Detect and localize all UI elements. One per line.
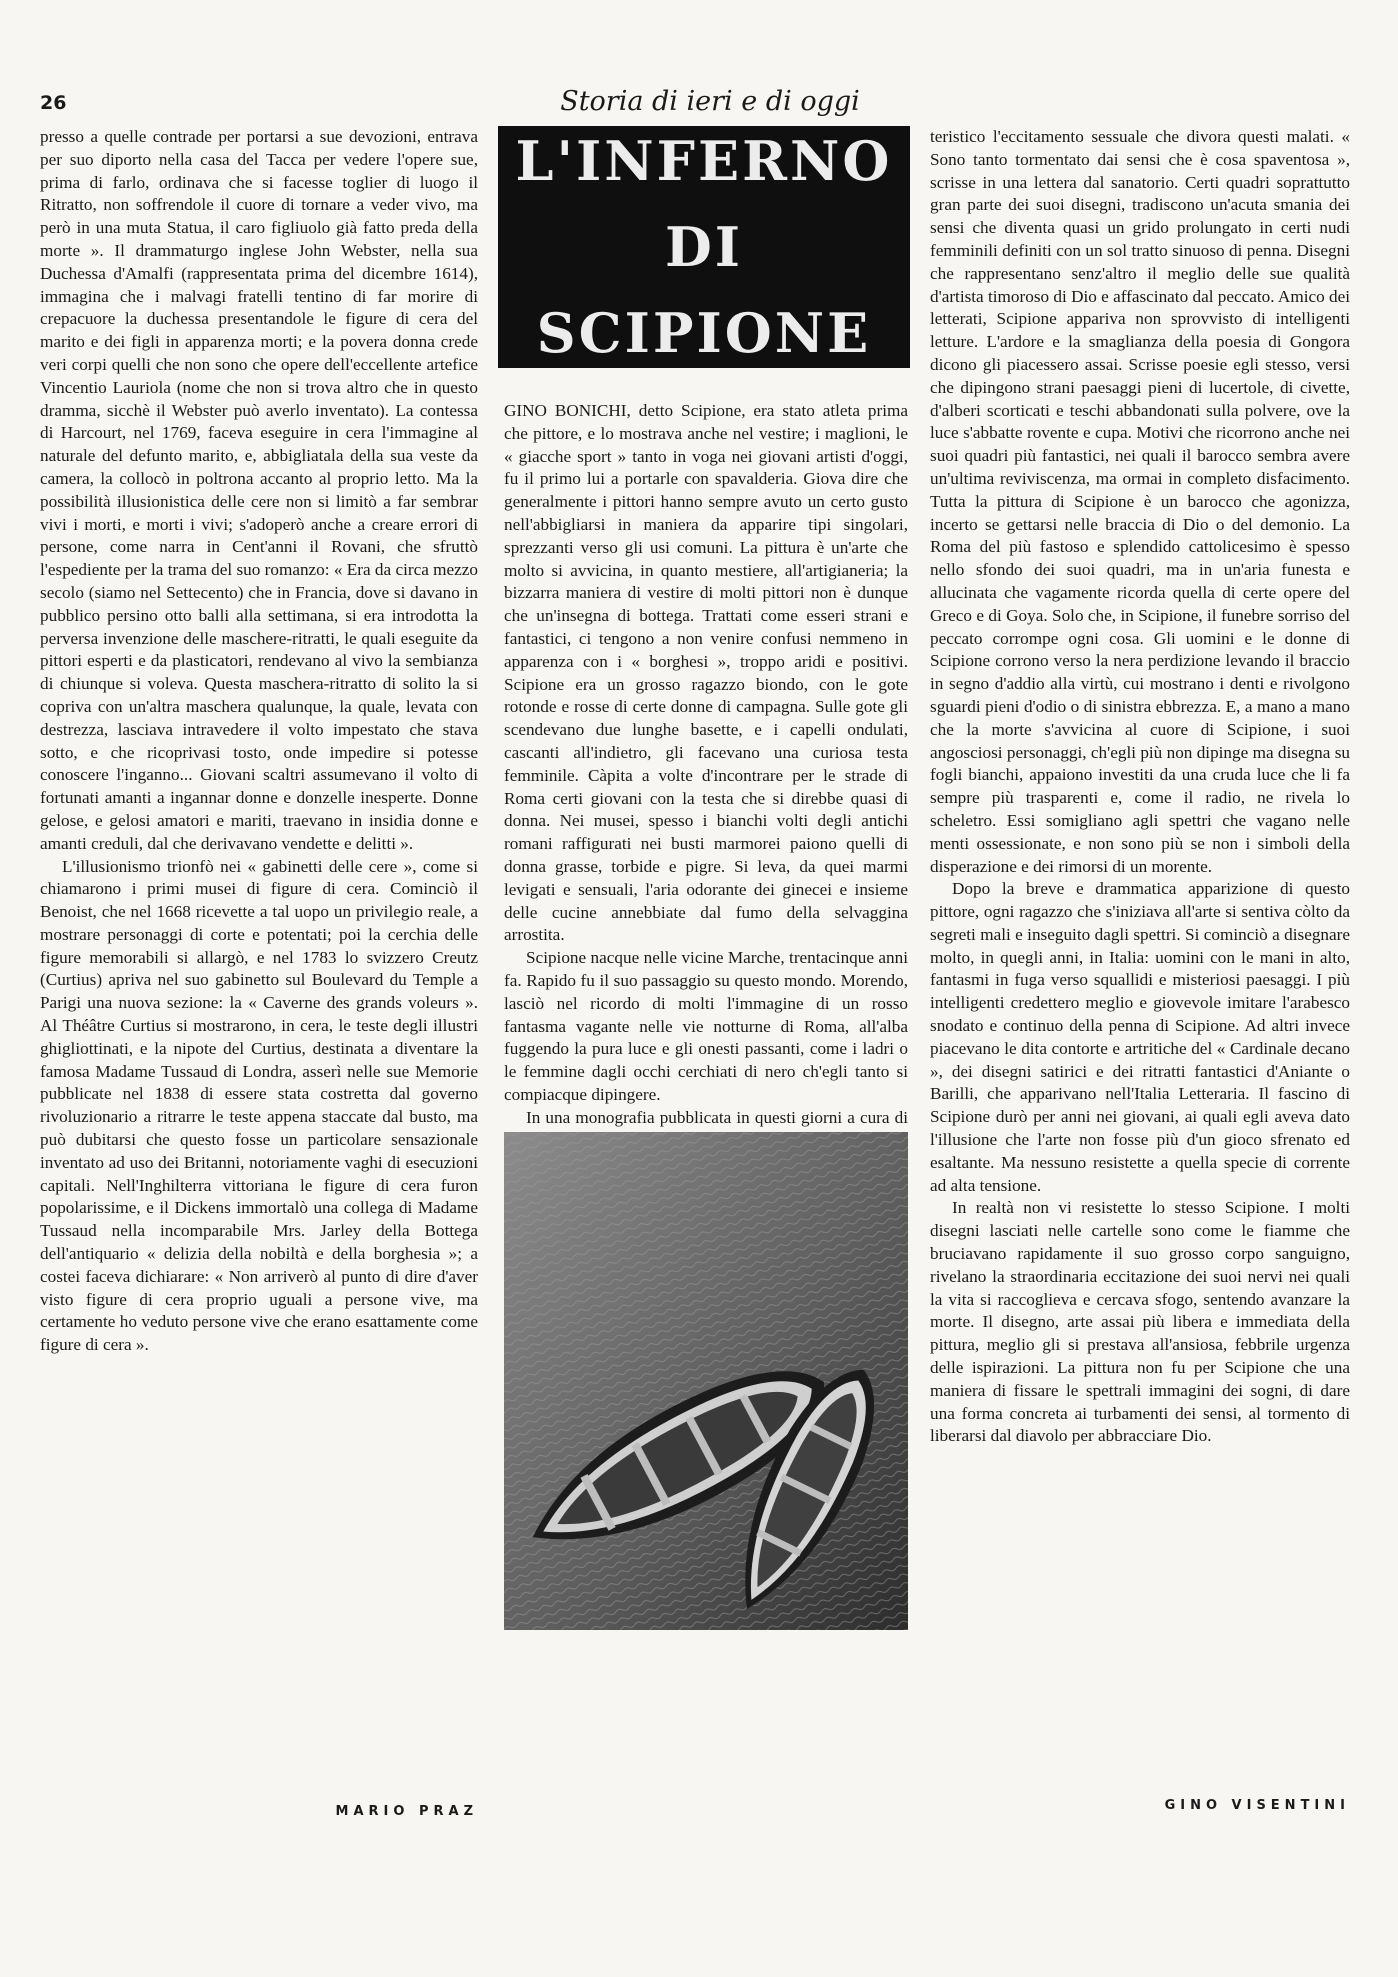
center-paragraph: Scipione nacque nelle vicine Marche, trentacinque anni fa. Rapido fu il suo passaggio su questo mondo. Morendo, lasciò nel ricordo di molti l'immagine di un rosso fantasma vagante nelle vie notturne di Roma, all'alba fuggendo la pura luce e gli onesti passanti, come i ladri o le femmine dagli occhi cerchiati di nero ch'egli tanto si compiacque dipingere. [504,948,908,1104]
right-paragraph: teristico l'eccitamento sessuale che divora questi malati. « Sono tanto tormentato dai sensi che è cosa spaventosa », scrisse in una lettera dal sanatorio. Certi quadri soprattutto gran parte dei suoi disegni, tradiscono un'acuta smania dei sensi che diventa quasi un grido prolungato in certi nudi femminili definiti con un sol tratto sinuoso di penna. Disegni che rappresentano senz'altro il meglio delle sue qualità d'artista timoroso di Dio e affascinato dal peccato. Amico dei letterati, Scipione appariva non sprovvisto di intelligenti letture. L'ardore e la smaglianza della poesia di Gongora dicono gli piacessero assai. Scrisse poesie egli stesso, versi che dipingono strani paesaggi pieni di lucertole, di civette, d'alberi scorticati e teschi abbandonati sulla polvere, ove la luce s'abbatte rovente e cupa. Motivi che ricorrono anche nei suoi quadri più fantastici, nei quali il barocco sembra avere un'ultima reviviscenza, ma ormai in completo disfacimento. Tutta la pittura di Scipione è un barocco che agonizza, incerto se gettarsi nelle braccia di Dio o del demonio. La Roma del più fastoso e splendido cattolicesimo è spesso nello sfondo dei suoi quadri, ma in un'aria funesta e allucinata che vagamente ricorda quella di certe opere del Greco e di Goya. Solo che, in Scipione, il funebre sorriso del peccato corrompe ogni cosa. Gli uomini e le donne di Scipione corrono verso la nera perdizione levando il braccio in segno d'addio alla virtù, cui mostrano i denti e rivolgono sguardi pieni d'odio o di sinistra ebbrezza. E, a mano a mano che la morte s'avvicina al cuore di Scipione, i suoi angosciosi personaggi, ch'egli più non dipinge ma disegna su fogli bianchi, appaiono investiti da una cruda luce che li fa sempre più trasparenti e, come il radio, ne rivela lo scheletro. Essi somigliano agli spettri che vagano nelle menti ossessionate, e non sono più se non i simboli della disperazione e dei rimorsi di un morente. [930,127,1350,876]
right-column [930,126,1350,1448]
article-title-line: L'INFERNO [515,129,893,193]
author-signature: MARIO PRAZ [335,1804,478,1819]
left-paragraph: presso a quelle contrade per portarsi a sue devozioni, entrava per suo diporto nella casa del Tacca per vedere l'opere sue, prima di farlo, ordinava che si facesse toglier di luogo il Ritratto, non soffrendole il cuore di tornare a veder vivo, ma però in una muta Statua, il caro figliuolo già fatto preda della morte ». Il drammaturgo inglese John Webster, nella sua Duchessa d'Amalfi (rappresentata prima del dicembre 1614), immagina che i malvagi fratelli tentino di far morire di crepacuore la duchessa presentandole le figure di cera del marito e dei figli in apparenza morti; e la povera donna crede veri corpi quelli che non sono che opere dell'eccellente artefice Vincentio Lauriola (nome che non si trova altro che in questo dramma, sicchè il Webster può averlo inventato). La contessa di Harcourt, nel 1769, faceva eseguire in cera l'immagine al naturale del defunto marito, e, abbigliatala della sua veste da camera, la collocò in poltrona accanto al proprio letto. Ma la possibilità illusionistica delle cere non si limitò a far sembrar vivi i morti, e morti i vivi; s'adoperò anche a creare errori di persone, come narra in Cent'anni il Rovani, che sfruttò l'espediente per la trama del suo romanzo: « Era da circa mezzo secolo (siamo nel Settecento) che in Francia, dove si davano in pubblico persino otto balli alla settimana, si era introdotta la perversa invenzione delle maschere-ritratti, le quali eseguite da pittori esperti e da plasticatori, rendevano al vivo la sembianza di chiunque si voleva. Questa maschera-ritratto di solito la si copriva con un'altra maschera qualunque, la quale, levata con destrezza, lasciava intravedere il volto impestato che stava sotto, e che ricoprivasi tosto, onde impedire si potesse conoscere l'inganno... Giovani scaltri assumevano il volto di fortunati amanti a ingannar donne e donzelle inesperte. Donne gelose, e gelosi amatori e mariti, traevano in insidia donne e amanti creduli, dal che derivavano vendette e delitti ». [40,127,478,853]
rowing-boats-photo-icon [504,1132,908,1630]
right-paragraph: Dopo la breve e drammatica apparizione di questo pittore, ogni ragazzo che s'iniziava all'arte si sentiva còlto da segreti mali e inseguito dagli spettri. Si cominciò a disegnare molto, in quegli anni, in Italia: uomini con le mani in alto, fantasmi in fuga verso squallidi e misteriosi paesaggi. I più intelligenti credettero meglio e giovevole imitare l'arabesco snodato e continuo della penna di Scipione. Ad altri invece piacevano le dita contorte e artritiche del « Cardinale decano », dei disegni satirici e dei ritratti fantastici d'Aniante o Barilli, che apparivano nell'Italia Letteraria. Il fascino di Scipione durò per anni nei giovani, ai quali egli aveva dato l'illusione che l'arte non fosse più d'un gioco sfrenato ed esaltante. Ma nessuno resistette a quella specie di corrente ad alta tensione. [930,879,1350,1195]
left-column [40,126,478,1357]
boats-photo [504,1132,908,1630]
center-paragraph: GINO BONICHI, detto Scipione, era stato atleta prima che pittore, e lo mostrava anche nel vestire; i maglioni, le « giacche sport » tanto in voga nei giovani artisti d'oggi, fu il primo lui a portarle con spavalderia. Giova dire che generalmente i pittori hanno sempre avuto un certo gusto nell'abbigliarsi in maniera da apparire tipi singolari, sprezzanti verso gli usi comuni. La pittura è un'arte che molto si avvicina, in quanto mestiere, all'artigianeria; la bizzarra maniera di vestire di molti pittori non è dunque che un'insegna di bottega. Trattati come esseri strani e fantastici, ci tengono a non venire confusi nemmeno in apparenza con i « borghesi », troppo aridi e positivi. Scipione era un grosso ragazzo biondo, con le gote rotonde e rosse di certe donne di campagna. Sulle gote gli scendevano due lunghe basette, e i capelli ondulati, cascanti all'indietro, gli facevano una curiosa testa femminile. Càpita a volte d'incontrare per le strade di Roma certi giovani con la testa che si direbbe quasi di donna. Nei musei, spesso i bianchi volti degli antichi romani raffigurati nei busti marmorei paiono quelli di donna grasse, torbide e pigre. Si leva, da quei marmi levigati e sensuali, l'aria odorante dei ginecei e insieme delle cucine annebbiate dal fumo della selvaggina arrostita. [504,401,908,945]
article-title-line: DI SCIPIONE [536,215,872,365]
right-paragraph: In realtà non vi resistette lo stesso Scipione. I molti disegni lasciati nelle cartelle sono come le fiamme che bruciavano rapidamente il suo grosso corpo sanguigno, rivelano la straordinaria eccitazione dei suoi nervi nei quali la vita si raccoglieva e cercava sfogo, sentendo avanzare la morte. Il disegno, arte assai più libera e immediata della pittura, meglio gli si prestava all'ansiosa, febbrile urgenza delle ispirazioni. La pittura non fu per Scipione che una maniera di fissare le spettrali immagini dei sogni, di dare una forma concreta ai turbamenti dei sensi, al tormento di liberarsi dal diavolo per abbracciare Dio. [930,1198,1350,1446]
left-paragraph: L'illusionismo trionfò nei « gabinetti delle cere », come si chiamarono i primi musei di figure di cera. Cominciò il Benoist, che nel 1668 ricevette a tal uopo un privilegio reale, a mostrare personaggi di corte e potentati; poi la cerchia delle figure memorabili si allargò, e nel 1783 lo svizzero Creutz (Curtius) apriva nel suo gabinetto sul Boulevard du Temple a Parigi una nuova sezione: la « Caverne des grands voleurs ». Al Théâtre Curtius si mostrarono, in cera, le teste degli illustri ghigliottinati, e la nipote del Curtius, destinata a diventare la famosa Madame Tussaud di Londra, asserì nelle sue Memorie pubblicate nel 1838 di essere stata costretta dal governo rivoluzionario a ritrarre le teste appena staccate dal busto, ma può dubitarsi che questo fosse un particolare sensazionale inventato ad uso dei Britanni, notoriamente vaghi di esecuzioni capitali. Nell'Inghilterra vittoriana le figure di cera furon popolarissime, e il Dickens immortalò una collega di Madame Tussaud nella incomparabile Mrs. Jarley della Bottega dell'antiquario « delizia della nobiltà e della borghesia »; a costei faceva dichiarare: « Non arriverò al punto di dire d'aver visto figure di cera proprio uguali a persone vive, ma certamente ho veduto persone vive che erano esattamente come figure di cera ». [40,856,478,1355]
article-title [498,126,910,368]
running-header: Storia di ieri e di oggi [560,86,860,117]
center-paragraph: In una monografia pubblicata in questi giorni a cura di [526,1107,908,1127]
page-number: 26 [40,92,67,114]
author-signature: GINO VISENTINI [1164,1798,1350,1813]
